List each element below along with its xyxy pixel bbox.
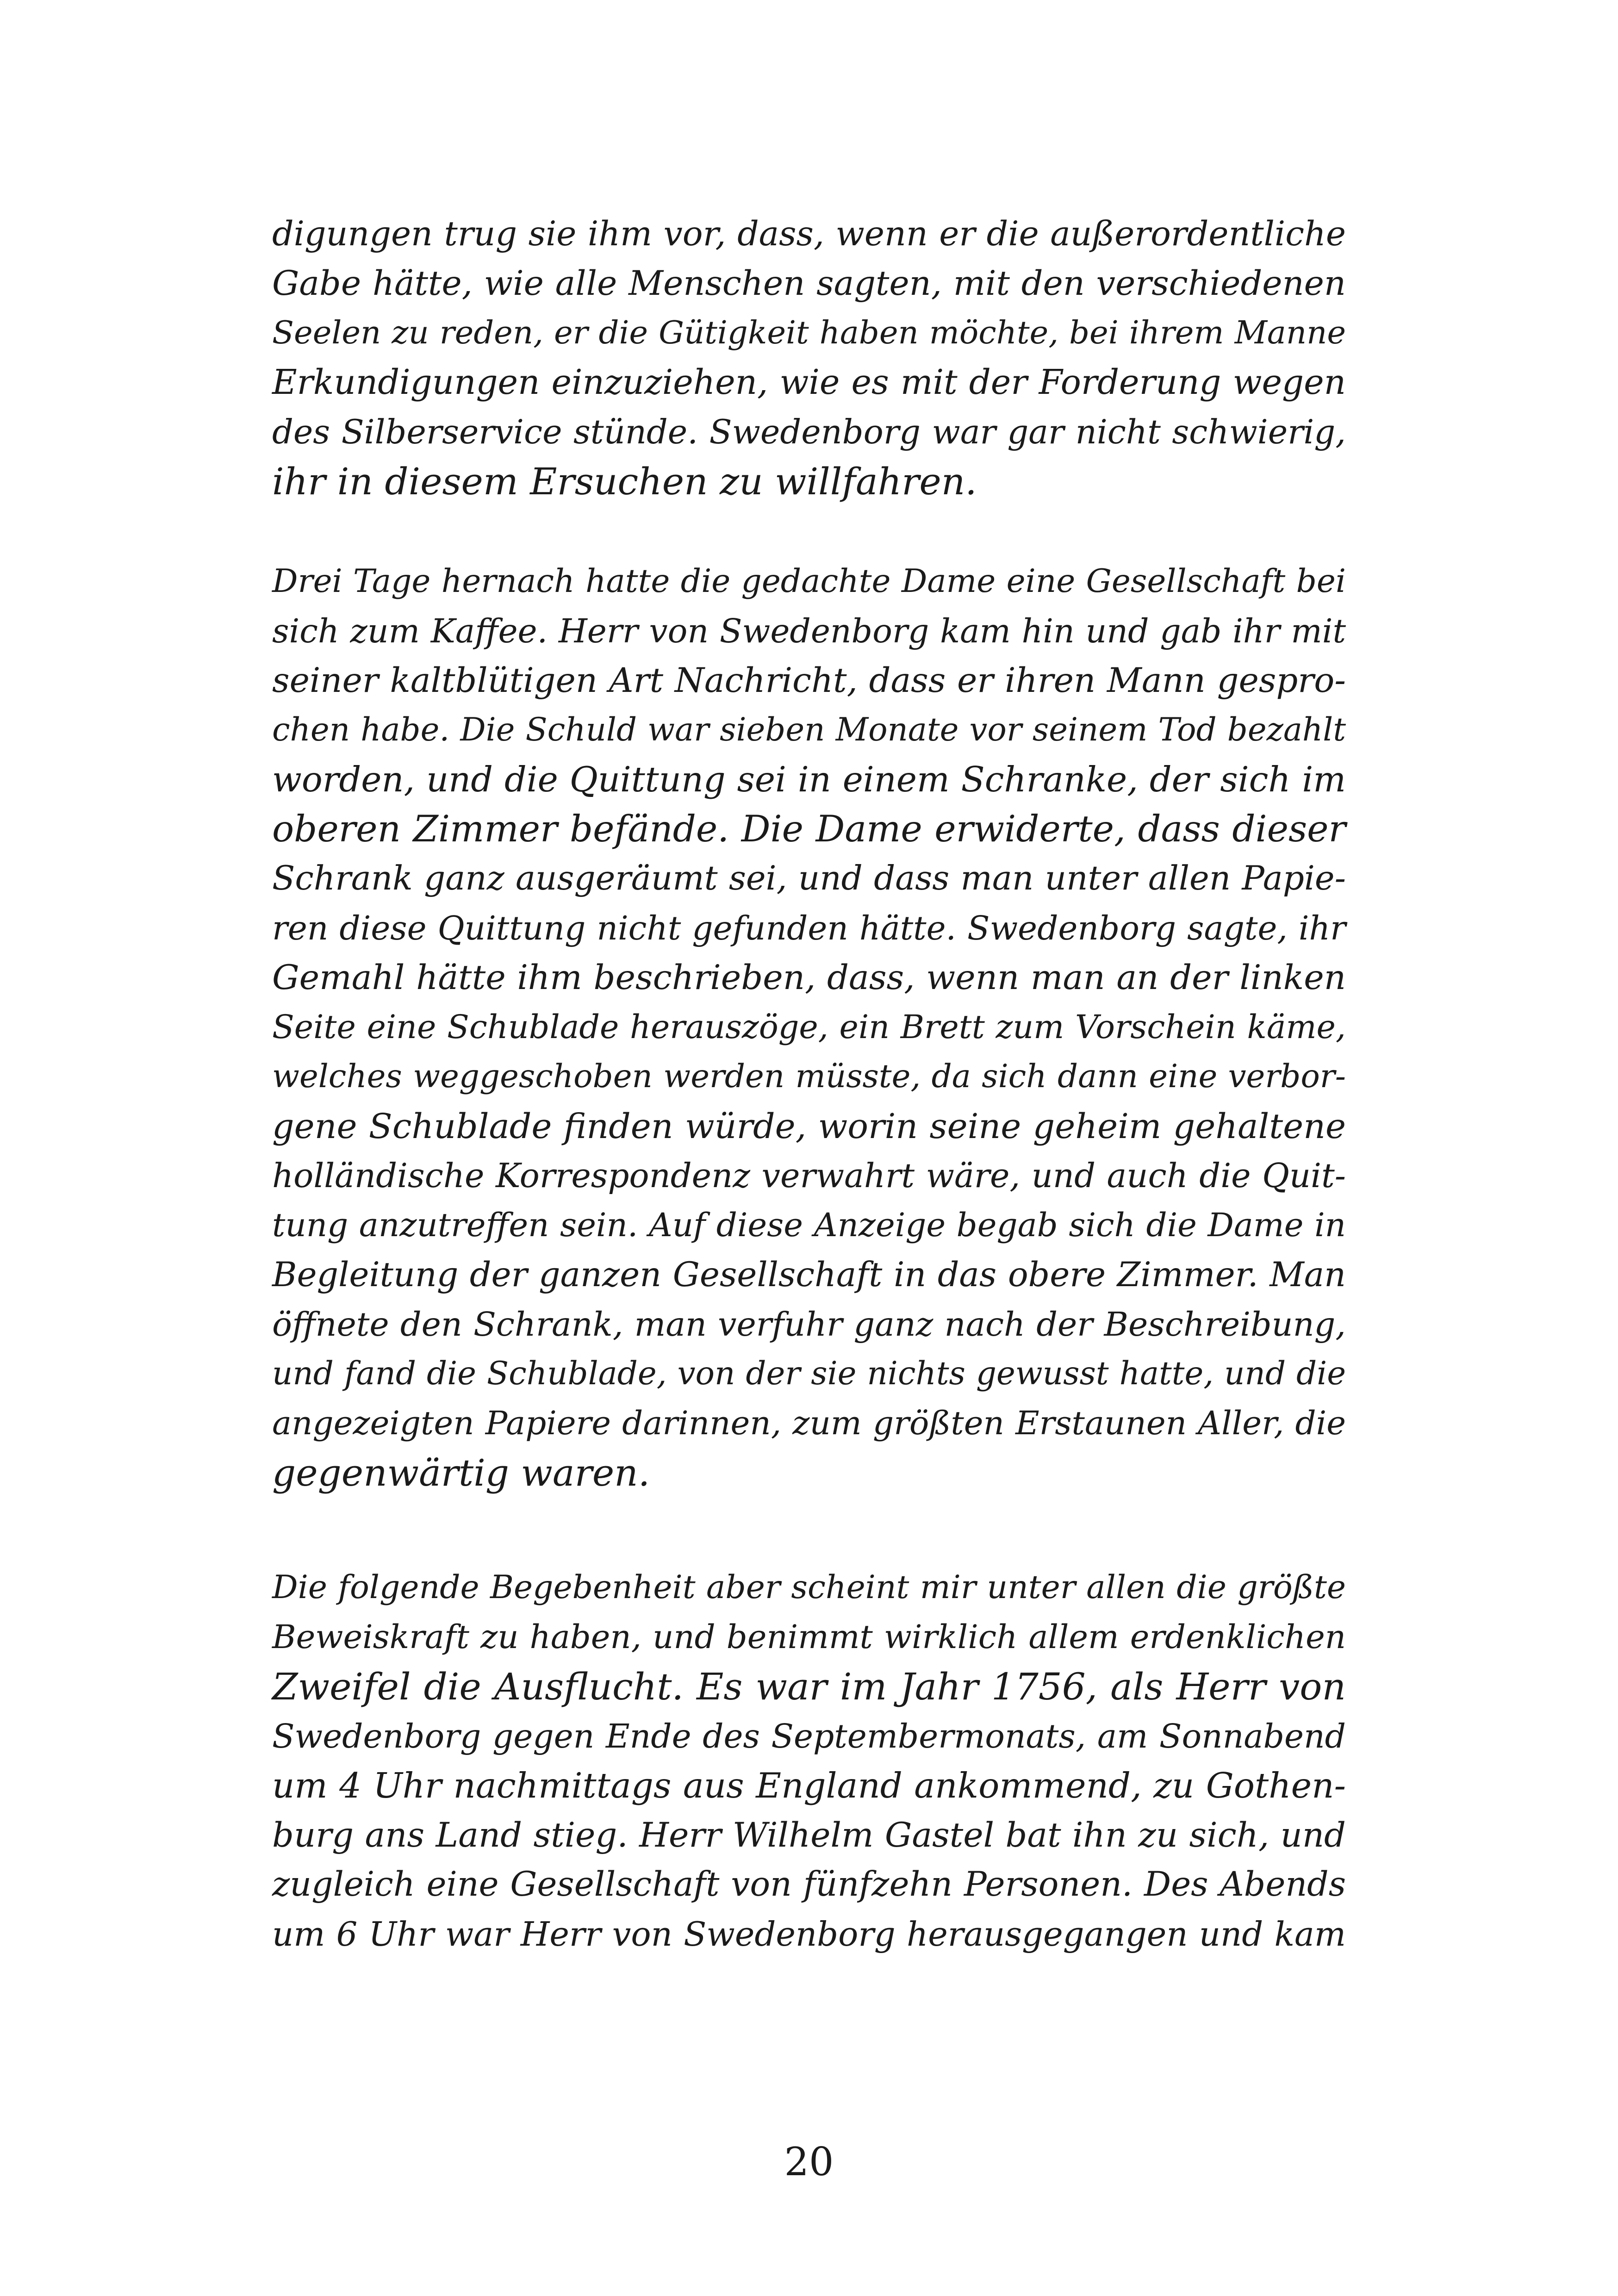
- text-line: um 4 Uhr nachmittags aus England ankommend, zu Gothen-: [272, 1765, 1346, 1806]
- text-line: holländische Korrespondenz verwahrt wäre, und auch die Quit-: [272, 1156, 1346, 1195]
- text-line: Begleitung der ganzen Gesellschaft in das obere Zimmer. Man: [272, 1255, 1346, 1294]
- text-line: ren diese Quittung nicht gefunden hätte. Swedenborg sagte, ihr: [272, 909, 1346, 947]
- text-line: Schrank ganz ausgeräumt sei, und dass man unter allen Papie-: [272, 859, 1346, 898]
- paragraph-3: [272, 1563, 1346, 1959]
- text-line: angezeigten Papiere darinnen, zum größten Erstaunen Aller, die: [272, 1404, 1346, 1442]
- text-line: Drei Tage hernach hatte die gedachte Dame eine Gesellschaft bei: [272, 563, 1346, 600]
- text-line: gene Schublade finden würde, worin seine geheim gehaltene: [272, 1106, 1346, 1146]
- text-line: digungen trug sie ihm vor, dass, wenn er die außerordentliche: [272, 214, 1346, 254]
- text-line: öffnete den Schrank, man verfuhr ganz nach der Beschreibung,: [272, 1305, 1346, 1344]
- text-line: sich zum Kaffee. Herr von Swedenborg kam hin und gab ihr mit: [272, 612, 1346, 650]
- text-line: tung anzutreffen sein. Auf diese Anzeige begab sich die Dame in: [272, 1206, 1346, 1244]
- text-line: Gabe hätte, wie alle Menschen sagten, mit den verschiedenen: [272, 264, 1346, 303]
- text-line: oberen Zimmer befände. Die Dame erwiderte, dass dieser: [272, 808, 1346, 850]
- text-line: seiner kaltblütigen Art Nachricht, dass er ihren Mann gespro-: [272, 661, 1346, 700]
- paragraph-1: [272, 209, 1346, 506]
- paragraph-2: [272, 557, 1346, 1498]
- text-line: chen habe. Die Schuld war sieben Monate vor seinem Tod bezahlt: [272, 711, 1346, 748]
- text-line: Beweiskraft zu haben, und benimmt wirklich allem erdenklichen: [272, 1618, 1346, 1656]
- text-line: des Silberservice stünde. Swedenborg war gar nicht schwierig,: [272, 412, 1346, 451]
- text-line: Die folgende Begebenheit aber scheint mir unter allen die größte: [272, 1569, 1346, 1606]
- text-line: Seite eine Schublade herauszöge, ein Brett zum Vorschein käme,: [272, 1008, 1346, 1046]
- text-line: worden, und die Quittung sei in einem Schranke, der sich im: [272, 759, 1346, 800]
- text-line: welches weggeschoben werden müsste, da sich dann eine verbor-: [272, 1058, 1346, 1095]
- text-line: Zweifel die Ausflucht. Es war im Jahr 1756, als Herr von: [272, 1665, 1346, 1708]
- text-line: zugleich eine Gesellschaft von fünfzehn Personen. Des Abends: [272, 1865, 1346, 1904]
- text-line: Gemahl hätte ihm beschrieben, dass, wenn man an der linken: [272, 958, 1346, 997]
- text-line: um 6 Uhr war Herr von Swedenborg herausgegangen und kam: [272, 1915, 1346, 1954]
- page-number: 20: [784, 2139, 834, 2184]
- text-line: gegenwärtig waren.: [272, 1451, 650, 1494]
- text-line: ihr in diesem Ersuchen zu willfahren.: [272, 460, 977, 503]
- text-line: und fand die Schublade, von der sie nichts gewusst hatte, und die: [272, 1355, 1346, 1392]
- text-line: Swedenborg gegen Ende des Septembermonats, am Sonnabend: [272, 1717, 1346, 1755]
- text-line: burg ans Land stieg. Herr Wilhelm Gastel bat ihn zu sich, und: [272, 1816, 1346, 1855]
- text-line: Seelen zu reden, er die Gütigkeit haben möchte, bei ihrem Manne: [272, 314, 1346, 351]
- text-line: Erkundigungen einzuziehen, wie es mit der Forderung wegen: [272, 363, 1346, 402]
